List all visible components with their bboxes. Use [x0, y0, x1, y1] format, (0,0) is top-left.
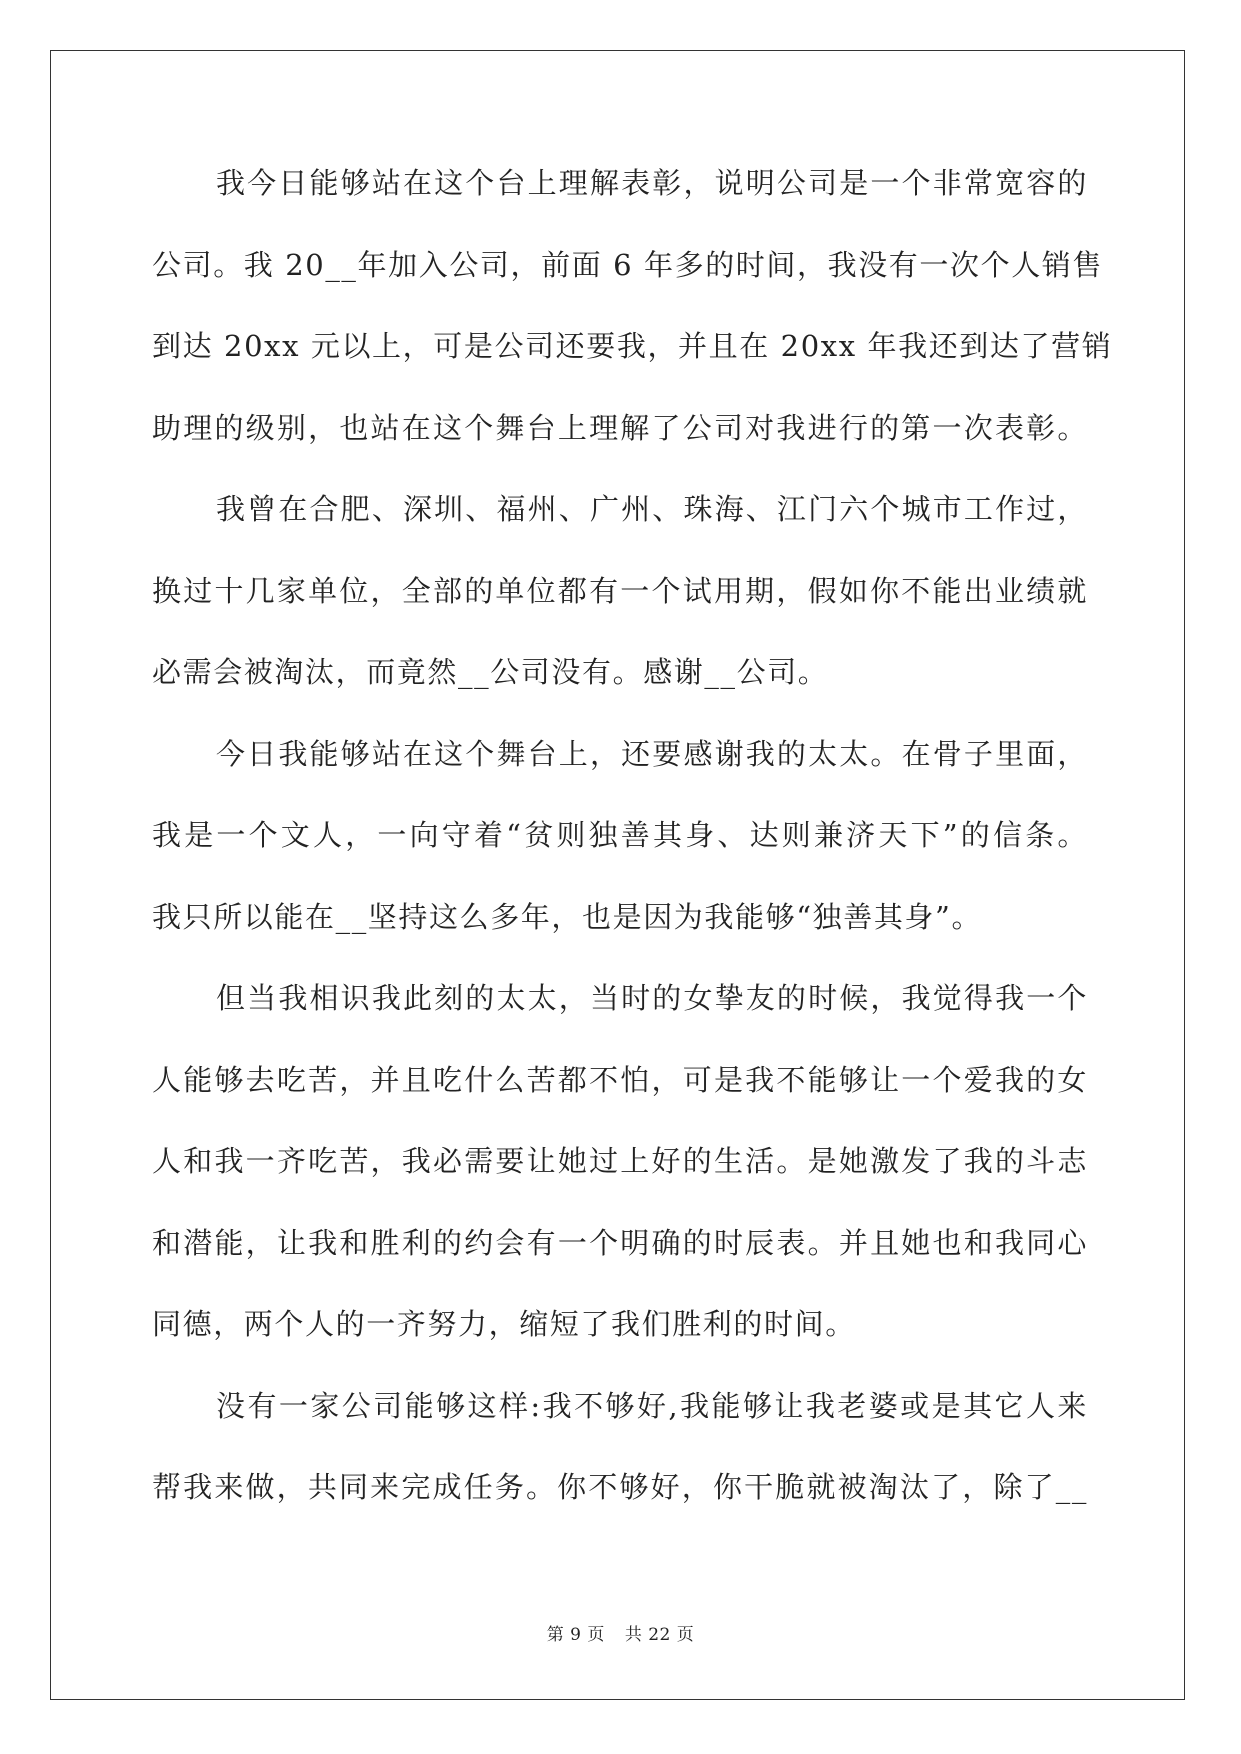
- text-line: 换过十几家单位，全部的单位都有一个试用期，假如你不能出业绩就: [152, 573, 1088, 608]
- page-footer: [0, 1620, 1241, 1645]
- text-line: 和潜能，让我和胜利的约会有一个明确的时辰表。并且她也和我同心: [152, 1225, 1088, 1260]
- total-pages: 共 22 页: [624, 1625, 695, 1645]
- text-line: 我今日能够站在这个台上理解表彰，说明公司是一个非常宽容的: [216, 166, 1088, 200]
- page-number: 第 9 页: [546, 1625, 605, 1645]
- text-line: 公司。我 20__年加入公司，前面 6 年多的时间，我没有一次个人销售: [152, 247, 1104, 282]
- text-line: 人和我一齐吃苦，我必需要让她过上好的生活。是她激发了我的斗志: [152, 1144, 1088, 1178]
- text-line: 同德，两个人的一齐努力，缩短了我们胜利的时间。: [152, 1307, 856, 1341]
- text-line: 今日我能够站在这个舞台上，还要感谢我的太太。在骨子里面，: [216, 736, 1088, 771]
- text-line: 人能够去吃苦，并且吃什么苦都不怕，可是我不能够让一个爱我的女: [152, 1062, 1088, 1097]
- text-line: 我只所以能在__坚持这么多年，也是因为我能够“独善其身”。: [152, 899, 983, 934]
- text-line: 我曾在合肥、深圳、福州、广州、珠海、江门六个城市工作过，: [216, 492, 1088, 526]
- text-line: 必需会被淘汰，而竟然__公司没有。感谢__公司。: [152, 655, 829, 689]
- text-line: 我是一个文人，一向守着“贫则独善其身、达则兼济天下”的信条。: [152, 818, 1088, 852]
- text-line: 没有一家公司能够这样:我不够好,我能够让我老婆或是其它人来: [216, 1388, 1088, 1423]
- text-line: 帮我来做，共同来完成任务。你不够好，你干脆就被淘汰了，除了__: [152, 1470, 1088, 1504]
- text-line: 助理的级别，也站在这个舞台上理解了公司对我进行的第一次表彰。: [152, 410, 1088, 445]
- text-line: 但当我相识我此刻的太太，当时的女挚友的时候，我觉得我一个: [216, 981, 1088, 1015]
- document-body: [152, 163, 1113, 1549]
- text-line: 到达 20xx 元以上，可是公司还要我，并且在 20xx 年我还到达了营销: [152, 329, 1113, 363]
